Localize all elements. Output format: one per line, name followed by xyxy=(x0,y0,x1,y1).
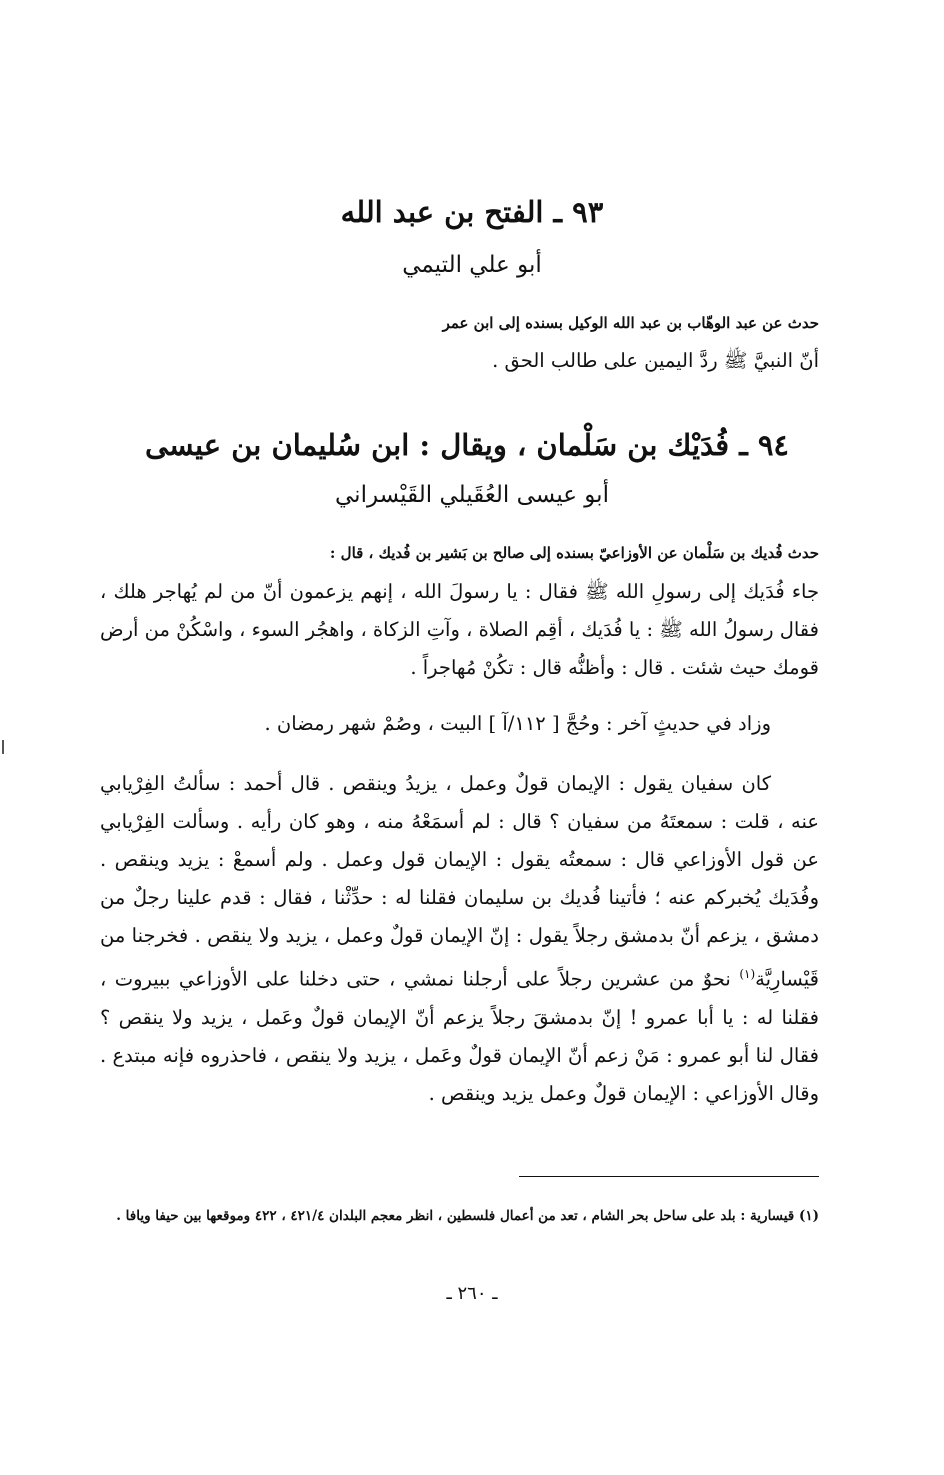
entry-94-paragraph-1: جاء فُدَيك إلى رسولِ الله ﷺ فقال : يا رسولَ الله ، إنهم يزعمون أنّ من لم يُهاجر هلك ، فقال رسولُ الله ﷺ : يا فُدَيك ، أقِم الصلاة ، وآتِ الزكاة ، واهجُر السوء ، واسْكُنْ من أرض قومك حيث شئت . قال : وأظنُّه قال : تكُنْ مُهاجراً . xyxy=(100,580,819,679)
paragraph-3-part-1: كان سفيان يقول : الإيمان قولٌ وعمل ، يزيدُ وينقص . قال أحمد : سألتُ الفِرْيابي عنه ، قلت : سمعتَهُ من سفيان ؟ قال : لم أسمَعْهُ منه ، وهو كان رأيه . وسألت الفِرْيابي عن قول الأوزاعي قال : سمعتُه يقول : الإيمان قول وعمل . ولم أسمعْ : يزيد وينقص . وفُدَيك يُخبركم عنه ؛ فأتينا فُديك بن سليمان فقلنا له : حدِّثْنا ، فقال : قدم علينا رجلٌ من دمشق ، يزعم أنّ بدمشق رجلاً يقول : إنّ الإيمان قولٌ وعمل ، يزيد ولا ينقص . فخرجنا من قَيْسارِيَّة xyxy=(100,772,819,991)
scan-mark xyxy=(2,740,4,754)
entry-93-text: أنّ النبيَّ ﷺ ردَّ اليمين على طالب الحق . xyxy=(492,349,819,372)
footnote-1: (١) قيسارية : بلد على ساحل بحر الشام ، تعد من أعمال فلسطين ، انظر معجم البلدان ٤٢١/٤ ، ٤٢٢ وموقعها بين حيفا ويافا . xyxy=(116,1208,819,1224)
entry-94-paragraph-3 xyxy=(100,765,819,1113)
paragraph-3-part-2: نحوٌ من عشرين رجلاً على أرجلنا نمشي ، حتى دخلنا على الأوزاعي ببيروت ، فقلنا له : يا أبا عمرو ! إنّ بدمشقَ رجلاً يزعم أنّ الإيمان قولٌ وعَمل ، يزيد ولا ينقص ؟ فقال لنا أبو عمرو : مَنْ زعم أنّ الإيمان قولٌ وعَمل ، يزيد ولا ينقص ، فاحذروه فإنه مبتدع . وقال الأوزاعي : الإيمان قولٌ وعمل يزيد وينقص . xyxy=(100,967,819,1105)
entry-94-isnad: حدث فُديك بن سَلْمان عن الأوزاعيّ بسنده إلى صالح بن بَشير بن فُديك ، قال : xyxy=(329,544,819,562)
entry-93-kunya: أبو علي التيمي xyxy=(402,252,542,278)
entry-94-title: ٩٤ ـ فُدَيْك بن سَلْمان ، ويقال : ابن سُليمان بن عيسى xyxy=(145,428,789,462)
entry-94-kunya: أبو عيسى العُقَيلي القَيْسراني xyxy=(335,482,609,508)
entry-94-paragraph-2: وزاد في حديثٍ آخر : وحُجَّ [ ١١٢/آ ] البيت ، وصُمْ شهر رمضان . xyxy=(264,712,771,735)
entry-93-isnad: حدث عن عبد الوهّاب بن عبد الله الوكيل بسنده إلى ابن عمر xyxy=(442,314,819,332)
entry-93-title: ٩٣ ـ الفتح بن عبد الله xyxy=(340,195,604,229)
page-number: ـ ٢٦٠ ـ xyxy=(446,1283,498,1304)
footnote-reference[interactable]: (١) xyxy=(739,967,756,981)
footnote-separator xyxy=(519,1176,819,1177)
